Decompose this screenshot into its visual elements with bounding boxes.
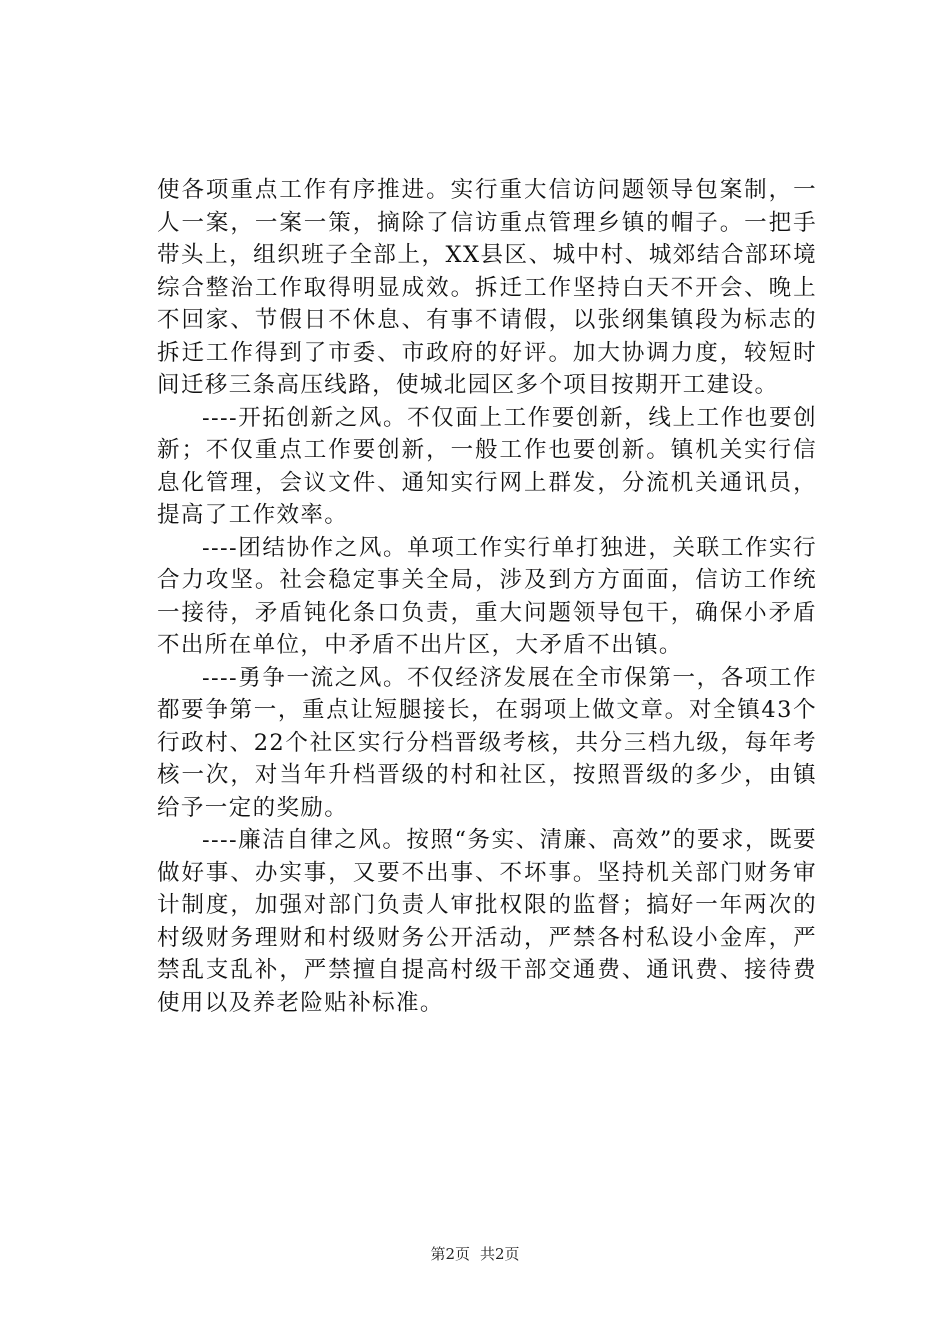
document-body [157, 174, 817, 1019]
paragraph-teamwork: ----团结协作之风。单项工作实行单打独进，关联工作实行合力攻坚。社会稳定事关全局，涉及到方方面面，信访工作统一接待，矛盾钝化条口负责，重大问题领导包干，确保小矛盾不出所在单位，中矛盾不出片区，大矛盾不出镇。 [157, 534, 817, 658]
page-number: 第2页 [430, 1245, 470, 1263]
paragraph-innovation: ----开拓创新之风。不仅面上工作要创新，线上工作也要创新；不仅重点工作要创新，一般工作也要创新。镇机关实行信息化管理，会议文件、通知实行网上群发，分流机关通讯员，提高了工作效率。 [157, 404, 817, 528]
paragraph-continuation: 使各项重点工作有序推进。实行重大信访问题领导包案制，一人一案，一案一策，摘除了信访重点管理乡镇的帽子。一把手带头上，组织班子全部上，XX县区、城中村、城郊结合部环境综合整治工作取得明显成效。拆迁工作坚持白天不开会、晚上不回家、节假日不休息、有事不请假，以张纲集镇段为标志的拆迁工作得到了市委、市政府的好评。加大协调力度，较短时间迁移三条高压线路，使城北园区多个项目按期开工建设。 [157, 177, 817, 398]
page-total: 共2页 [480, 1245, 520, 1263]
page-footer [0, 1244, 950, 1264]
paragraph-excellence: ----勇争一流之风。不仅经济发展在全市保第一，各项工作都要争第一，重点让短腿接长，在弱项上做文章。对全镇43个行政村、22个社区实行分档晋级考核，共分三档九级，每年考核一次，对当年升档晋级的村和社区，按照晋级的多少，由镇给予一定的奖励。 [157, 664, 817, 821]
paragraph-integrity: ----廉洁自律之风。按照“务实、清廉、高效”的要求，既要做好事、办实事，又要不出事、不坏事。坚持机关部门财务审计制度，加强对部门负责人审批权限的监督；搞好一年两次的村级财务理财和村级财务公开活动，严禁各村私设小金库，严禁乱支乱补，严禁擅自提高村级干部交通费、通讯费、接待费使用以及养老险贴补标准。 [157, 827, 817, 1016]
